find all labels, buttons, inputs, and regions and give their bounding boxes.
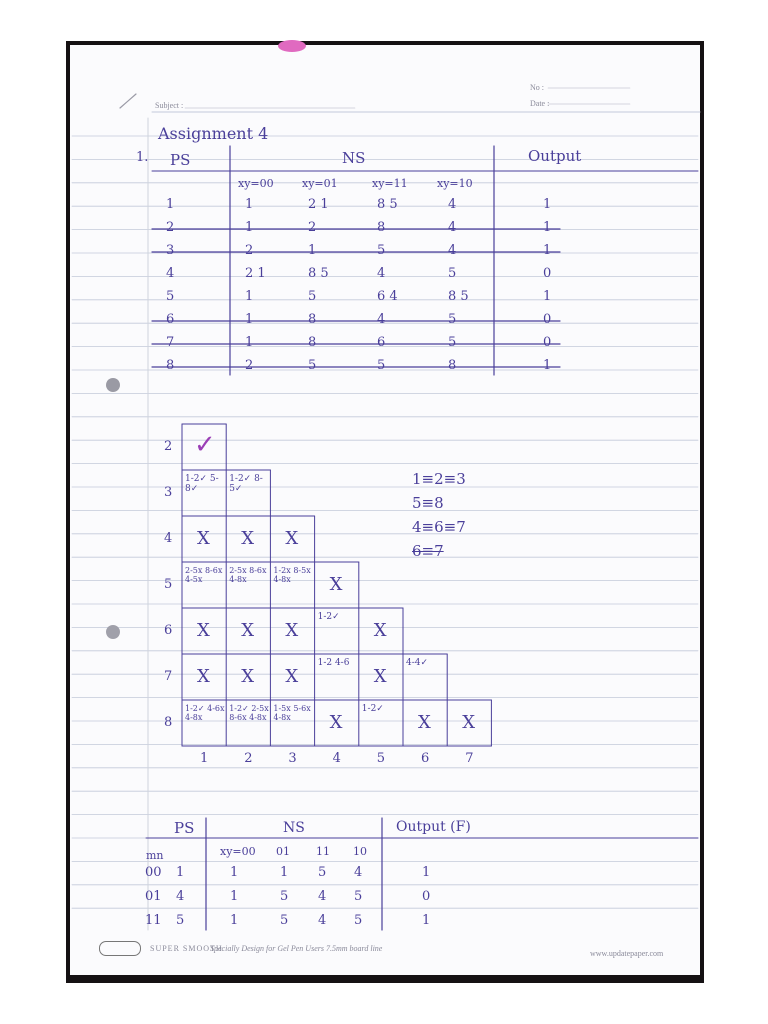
- t1-ns-cell: 5: [448, 312, 457, 327]
- chart-cell-pairs: 1-5x 5-6x 4-8x: [273, 704, 311, 723]
- t2-xy-header: 01: [276, 845, 290, 858]
- chart-cell-x: X: [197, 620, 210, 641]
- date-label: Date :: [530, 99, 550, 108]
- chart-cell-pairs: 1-2 4-6: [317, 658, 350, 668]
- t2-ns-header: NS: [283, 820, 305, 836]
- t2-code-cell: 11: [145, 913, 162, 928]
- t1-output-cell: 1: [543, 220, 552, 235]
- t1-ns-cell: 5: [448, 335, 457, 350]
- t1-ps-cell: 2: [166, 220, 175, 235]
- t2-mn-label: mn: [146, 849, 164, 862]
- chart-cell-x: X: [285, 620, 299, 641]
- t1-output-cell: 1: [543, 358, 552, 373]
- t2-ps-header: PS: [174, 819, 195, 837]
- t1-ns-cell: 8 5: [377, 197, 398, 212]
- t2-ps-cell: 5: [176, 913, 185, 928]
- footer-logo: [99, 941, 141, 956]
- chart-cell-x: X: [329, 574, 343, 595]
- t1-xy-header: xy=11: [372, 177, 408, 190]
- t2-output-cell: 1: [422, 913, 431, 928]
- t2-ns-cell: 4: [318, 913, 327, 928]
- chart-col-label: 1: [200, 751, 209, 766]
- t1-ns-cell: 1: [245, 312, 254, 327]
- t1-ps-cell: 1: [166, 197, 175, 212]
- chart-cell-pairs: 1-2✓ 4-6x 4-8x: [185, 704, 225, 723]
- t2-code-cell: 01: [145, 889, 162, 904]
- footer-tagline: Specially Design for Gel Pen Users 7.5mm board line: [210, 944, 383, 953]
- t2-ns-cell: 1: [280, 865, 289, 880]
- chart-cell-pairs: 1-2✓: [317, 612, 340, 622]
- t1-ns-cell: 5: [308, 358, 317, 373]
- t2-ns-cell: 5: [280, 913, 289, 928]
- chart-cell-x: X: [241, 528, 255, 549]
- chart-cell-pairs: 2-5x 8-6x 4-5x: [185, 566, 223, 585]
- chart-cell-pairs: 1-2✓ 5-8✓: [185, 474, 219, 495]
- t1-ns-header: NS: [342, 149, 366, 167]
- t2-output-cell: 1: [422, 865, 431, 880]
- t1-ns-cell: 5: [377, 243, 386, 258]
- chart-cell-x: X: [373, 620, 387, 641]
- t1-ns-cell: 4: [377, 312, 386, 327]
- chart-row-label: 7: [164, 669, 173, 684]
- t1-ns-cell: 5: [377, 358, 386, 373]
- t2-ns-cell: 4: [318, 889, 327, 904]
- chart-cell-x: X: [373, 666, 387, 687]
- chart-row-label: 4: [164, 531, 173, 546]
- chart-col-label: 4: [332, 751, 341, 766]
- t2-xy-header: 11: [316, 845, 330, 858]
- t1-output-cell: 0: [543, 312, 552, 327]
- chart-cell-x: X: [197, 528, 210, 549]
- question-number: 1.: [136, 150, 149, 165]
- chart-cell-x: X: [418, 712, 431, 733]
- t2-output-cell: 0: [422, 889, 431, 904]
- t1-ns-cell: 1: [245, 335, 254, 350]
- t1-ps-cell: 6: [166, 312, 175, 327]
- t2-ns-cell: 5: [354, 913, 363, 928]
- t2-ps-cell: 4: [176, 889, 185, 904]
- t1-xy-header: xy=01: [302, 177, 338, 190]
- t1-ns-cell: 2 1: [308, 197, 329, 212]
- chart-row-label: 8: [164, 715, 173, 730]
- t1-ns-cell: 6: [377, 335, 386, 350]
- footer-brand: SUPER SMOOTH: [150, 944, 223, 953]
- t2-output-header: Output (F): [396, 819, 471, 835]
- no-label: No :: [530, 83, 544, 92]
- chart-cell-pairs: 1-2✓ 2-5x 8-6x 4-8x: [229, 704, 269, 723]
- t2-ns-cell: 5: [318, 865, 327, 880]
- t1-ns-cell: 8: [377, 220, 386, 235]
- t1-ps-header: PS: [170, 151, 191, 169]
- t1-ns-cell: 4: [377, 266, 386, 281]
- t1-ps-cell: 8: [166, 358, 175, 373]
- t1-ns-cell: 4: [448, 243, 457, 258]
- t2-code-cell: 00: [145, 865, 162, 880]
- footer-url: www.updatepaper.com: [590, 949, 664, 958]
- assignment-title: Assignment 4: [158, 124, 269, 143]
- t1-ns-cell: 4: [448, 220, 457, 235]
- chart-col-label: 2: [244, 751, 253, 766]
- t1-ps-cell: 4: [166, 266, 175, 281]
- t1-output-cell: 1: [543, 289, 552, 304]
- chart-col-label: 7: [465, 751, 474, 766]
- chart-col-label: 3: [288, 751, 297, 766]
- chart-cell-pairs: 1-2✓ 8-5✓: [229, 474, 263, 495]
- chart-cell-pairs: 1-2x 8-5x 4-8x: [273, 566, 311, 585]
- t1-ns-cell: 8 5: [448, 289, 469, 304]
- chart-cell-x: X: [241, 620, 255, 641]
- t1-ns-cell: 8 5: [308, 266, 329, 281]
- chart-cell-x: X: [462, 712, 476, 733]
- chart-row-label: 6: [164, 623, 173, 638]
- chart-row-label: 5: [164, 577, 173, 592]
- chart-cell-x: X: [285, 528, 299, 549]
- t1-ns-cell: 2: [245, 358, 254, 373]
- t2-ns-cell: 1: [230, 889, 239, 904]
- t1-xy-header: xy=10: [437, 177, 473, 190]
- chart-col-label: 6: [421, 751, 430, 766]
- chart-row-label: 3: [164, 485, 173, 500]
- t1-ns-cell: 1: [308, 243, 317, 258]
- t2-ns-cell: 4: [354, 865, 363, 880]
- t1-output-cell: 1: [543, 243, 552, 258]
- t1-ns-cell: 8: [448, 358, 457, 373]
- equivalence-1: 1≡2≡3: [412, 470, 466, 488]
- t1-ns-cell: 2 1: [245, 266, 266, 281]
- t1-ns-cell: 5: [308, 289, 317, 304]
- t1-output-header: Output: [528, 147, 582, 165]
- t1-ps-cell: 5: [166, 289, 175, 304]
- chart-cell-x: X: [285, 666, 299, 687]
- t1-output-cell: 1: [543, 197, 552, 212]
- t1-ns-cell: 8: [308, 312, 317, 327]
- chart-cell-x: X: [329, 712, 343, 733]
- t1-ns-cell: 1: [245, 197, 254, 212]
- equivalence-2: 5≡8: [412, 494, 444, 512]
- equivalence-4-struck: 6≡7: [412, 542, 444, 560]
- t2-ns-cell: 1: [230, 913, 239, 928]
- subject-label: Subject :: [155, 101, 184, 110]
- equivalence-3: 4≡6≡7: [412, 518, 466, 536]
- t2-ns-cell: 5: [280, 889, 289, 904]
- t1-ns-cell: 5: [448, 266, 457, 281]
- t1-ns-cell: 2: [245, 243, 254, 258]
- t1-ns-cell: 8: [308, 335, 317, 350]
- t2-xy-header: xy=00: [220, 845, 256, 858]
- t2-xy-header: 10: [353, 845, 367, 858]
- t1-ps-cell: 7: [166, 335, 175, 350]
- t1-ns-cell: 2: [308, 220, 317, 235]
- chart-row-label: 2: [164, 439, 173, 454]
- t2-ns-cell: 5: [354, 889, 363, 904]
- t1-output-cell: 0: [543, 266, 552, 281]
- t1-ns-cell: 1: [245, 220, 254, 235]
- chart-cell-x: X: [197, 666, 210, 687]
- t2-ps-cell: 1: [176, 865, 185, 880]
- t1-output-cell: 0: [543, 335, 552, 350]
- t1-ns-cell: 6 4: [377, 289, 398, 304]
- chart-cell-x: X: [241, 666, 255, 687]
- chart-cell-check: ✓: [194, 430, 216, 460]
- chart-col-label: 5: [376, 751, 386, 766]
- t1-ns-cell: 4: [448, 197, 457, 212]
- t1-ns-cell: 1: [245, 289, 254, 304]
- chart-cell-pairs: 4-4✓: [406, 658, 429, 668]
- t2-ns-cell: 1: [230, 865, 239, 880]
- t1-ps-cell: 3: [166, 243, 175, 258]
- chart-cell-pairs: 2-5x 8-6x 4-8x: [229, 566, 267, 585]
- chart-cell-pairs: 1-2✓: [361, 704, 384, 714]
- t1-xy-header: xy=00: [238, 177, 274, 190]
